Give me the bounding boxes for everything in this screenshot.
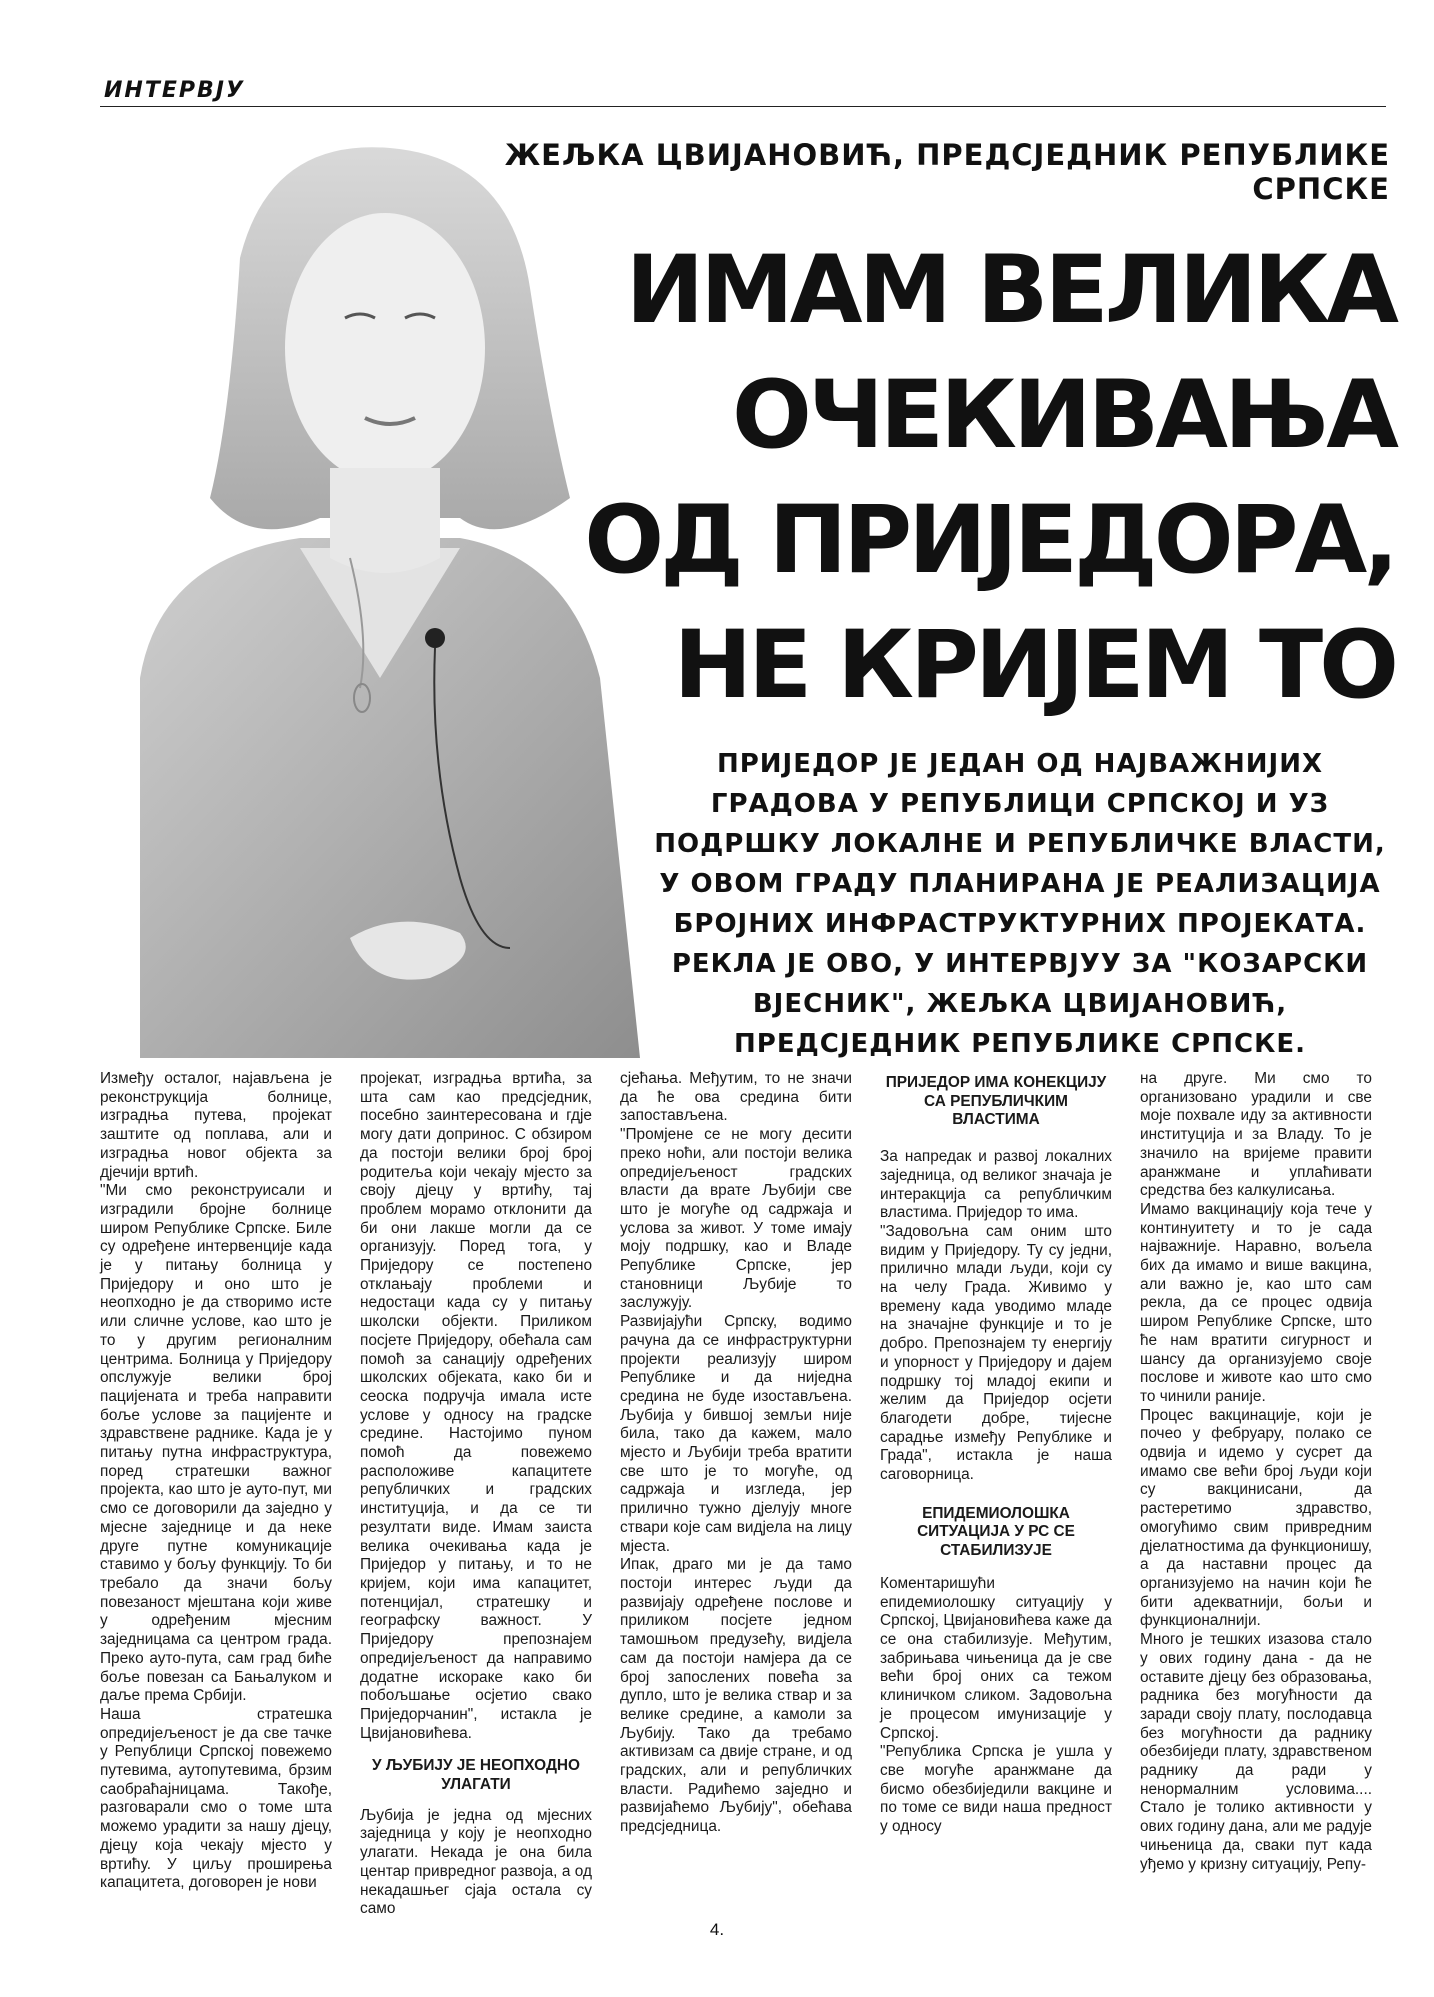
headline-line-1: ИМАМ ВЕЛИКА (625, 236, 1395, 345)
column-4 (880, 1070, 1112, 1837)
paragraph: Имамо вакцинацију која тече у континуитету и то је сада најважније. Наравно, вољела бих да имамо и више вакцина, али важно је, као што сам рекла, да се процес одвија широм Републике Српске, што ће нам вратити сигурност и шансу да организујемо своје послове и животе као што смо то чинили раније. (1140, 1200, 1372, 1405)
paragraph: Коментаришући епидемиолошку ситуацију у Српској, Цвијановићева каже да се она стабилизује. Међутим, забрињава чињеница да је све већи број оних са тежом клиничком сликом. Задовољна је процесом имунизације у Српској. (880, 1574, 1112, 1742)
paragraph: Развијајући Српску, водимо рачуна да се инфраструктурни пројекти реализују широм Републике и да ниједна средина не буде изостављена. Љубија у бившој земљи није била, тако да кажем, мало мјесто и Љубији треба вратити све што је то могуће, од садржаја и изгледа, јер прилично тужно дјелују многе ствари које сам видјела на лицу мјеста. (620, 1313, 852, 1555)
headline (560, 228, 1395, 728)
column-5 (1140, 1070, 1372, 1874)
subheading-prijedor: ПРИЈЕДОР ИМА КОНЕКЦИЈУ СА РЕПУБЛИЧКИМ ВЛАСТИМА (885, 1074, 1107, 1129)
paragraph: За напредак и развој локалних заједница, од великог значаја је интеракција са републичким властима. Приједор то има. (880, 1148, 1112, 1222)
headline-line-3: ОД ПРИЈЕДОРА, (584, 486, 1395, 595)
paragraph: "Промјене се не могу десити преко ноћи, али постоји велика опредијељеност градских власти да врате Љубији све што је могуће од садржаја и услова за живот. У томе имају моју подршку, као и Владе Републике Српске, јер становници Љубије то заслужују. (620, 1126, 852, 1312)
paragraph: Процес вакцинације, који је почео у фебруару, полако се одвија и идемо у сусрет да имамо све већи број људи који су вакцинисани, да растеретимо здравство, омогућимо свим привредним дјелатностима да функционишу, а да наставни процес да организујемо на начин који ће бити адекватнији, бољи и функционалнији. (1140, 1406, 1372, 1630)
paragraph: Између осталог, најављена је реконструкција болнице, изградња путева, пројекат заштите од поплава, али и изградња новог објекта за дјечији вртић. (100, 1070, 332, 1181)
page-number: 4. (709, 1920, 725, 1939)
header-rule (100, 106, 1386, 107)
paragraph: сјећања. Међутим, то не значи да ће ова средина бити запостављена. (620, 1070, 852, 1125)
subheading-ljubija: У ЉУБИЈУ ЈЕ НЕОПХОДНО УЛАГАТИ (372, 1757, 580, 1794)
kicker: ЖЕЉКА ЦВИЈАНОВИЋ, ПРЕДСЈЕДНИК РЕПУБЛИКЕ СРПСКЕ (504, 138, 1390, 206)
subheading-epidemic: ЕПИДЕМИОЛОШКА СИТУАЦИЈА У РС СЕ СТАБИЛИЗУЈЕ (917, 1504, 1075, 1560)
paragraph: Много је тешких изазова стало у ових годину дана - да не оставите дјецу без образовања, радника без могућности да заради своју плату, послодавца без могућности да раднику обезбиједи плату, здравственом раднику да ради у ненормалним условима.... Стало је толико активности у ових годину дана, али ме радује чињеница да, сваки пут када уђемо у кризну ситуацију, Репу- (1140, 1631, 1372, 1873)
headline-line-4: НЕ КРИЈЕМ ТО (673, 611, 1395, 720)
column-3 (620, 1070, 852, 1837)
paragraph: "Република Српска је ушла у све могуће аранжмане да бисмо обезбиједили вакцине и по томе се види наша предност у односу (880, 1743, 1112, 1836)
paragraph: Ипак, драго ми је да тамо постоји интерес људи да развијају одређене послове и приликом посјете једном тамошњом предузећу, видјела сам да постоји намјера да се број запослених повећа за дупло, што је велика ствар и за велике средине, а камоли за Љубију. Тако да требамо активизам са двије стране, и од градских, али и републичких власти. Радићемо заједно и развијаћемо Љубију", обећава предсједница. (620, 1556, 852, 1836)
paragraph: Наша стратешка опредијељеност је да све тачке у Републици Српској повежемо путевима, аутопутевима, брзим саобраћајницама. Такође, разговарали смо о томе шта можемо урадити за нашу дјецу, дјецу која чекају мјесто у вртићу. У циљу проширења капацитета, договорен је нови (100, 1705, 332, 1892)
paragraph: Љубија је једна од мјесних заједница у коју је неопходно улагати. Некада је она била центар привредног развоја, а од некадашњег сјаја остала су само (360, 1806, 592, 1918)
paragraph: "Задовољна сам оним што видим у Приједору. Ту су једни, прилично млади људи, који су на челу Града. Живимо у времену када уводимо младе на значајне функције и то је добро. Препознајем ту енергију и упорност у Приједору и дајем подршку тој младој екипи и желим да Приједор осјети благодети добре, тијесне сарадње између Републике и Града", истакла је наша саговорница. (880, 1222, 1112, 1484)
paragraph: "Ми смо реконструисали и изградили бројне болнице широм Републике Српске. Биле су одређене интервенције када је у питању болница у Приједору и оно што је неопходно је да створимо исте или сличне услове, као што је то у другим регионалним центрима. Болница у Приједору опслужује велики број пацијената и треба направити боље услове за пацијенте и здравствене раднике. Када је у питању путна инфраструктура, поред стратешки важног пројекта, као што је ауто-пут, ми смо се договорили да заједно у мјесне заједнице и да неке друге путне комуникације ставимо у бољу функцију. То би требало да значи бољу повезаност мјештана који живе у одређеним мјесним заједницама са центром града. Преко ауто-пута, сам град биће боље повезан са Бањалуком и даље према Србији. (100, 1182, 332, 1705)
paragraph: на друге. Ми смо то организовано урадили и све моје похвале иду за активности институција и за Владу. То је значило на вријеме правити аранжмане и уплаћивати средства без калкулисања. (1140, 1070, 1372, 1200)
headline-line-2: ОЧЕКИВАЊА (732, 361, 1395, 470)
section-label: ИНТЕРВЈУ (104, 78, 245, 103)
column-2 (360, 1070, 592, 1919)
lead-paragraph: ПРИЈЕДОР ЈЕ ЈЕДАН ОД НАЈВАЖНИЈИХ ГРАДОВА У РЕПУБЛИЦИ СРПСКОЈ И УЗ ПОДРШКУ ЛОКАЛНЕ И РЕПУБЛИЧКЕ ВЛАСТИ, У ОВОМ ГРАДУ ПЛАНИРАНА ЈЕ РЕАЛИЗАЦИЈА БРОЈНИХ ИНФРАСТРУКТУРНИХ ПРОЈЕКАТА. РЕКЛА ЈЕ ОВО, У ИНТЕРВЈУУ ЗА "КОЗАРСКИ ВЈЕСНИК", ЖЕЉКА ЦВИЈАНОВИЋ, ПРЕДСЈЕДНИК РЕПУБЛИКЕ СРПСКЕ. (654, 749, 1386, 1059)
column-1 (100, 1070, 332, 1893)
paragraph: пројекат, изградња вртића, за шта сам као предсједник, посебно заинтересована и гдје могу дати допринос. С обзиром да постоји велики број број родитеља који чекају мјесто за своју дјецу у вртићу, тај проблем морамо отклонити да би они лакше могли да се организују. Поред тога, у Приједору се постепено отклањају проблеми и недостаци када су у питању школски објекти. Приликом посјете Приједору, обећала сам помоћ за санацију одређених школских објеката, како би и сеоска подручја имала исте услове у односу на градске средине. Настојимо пуном помоћ да повежемо расположиве капацитете републичких и градских институција, и да се ти резултати виде. Имам заиста велика очекивања када је Приједор у питању, и то не кријем, који има капацитет, потенцијал, стратешку и географску важност. У Приједору препознајем опредијељеност да направимо додатне искораке како би побољшање осјетио свако Приједорчанин", истакла је Цвијановићева. (360, 1070, 592, 1742)
